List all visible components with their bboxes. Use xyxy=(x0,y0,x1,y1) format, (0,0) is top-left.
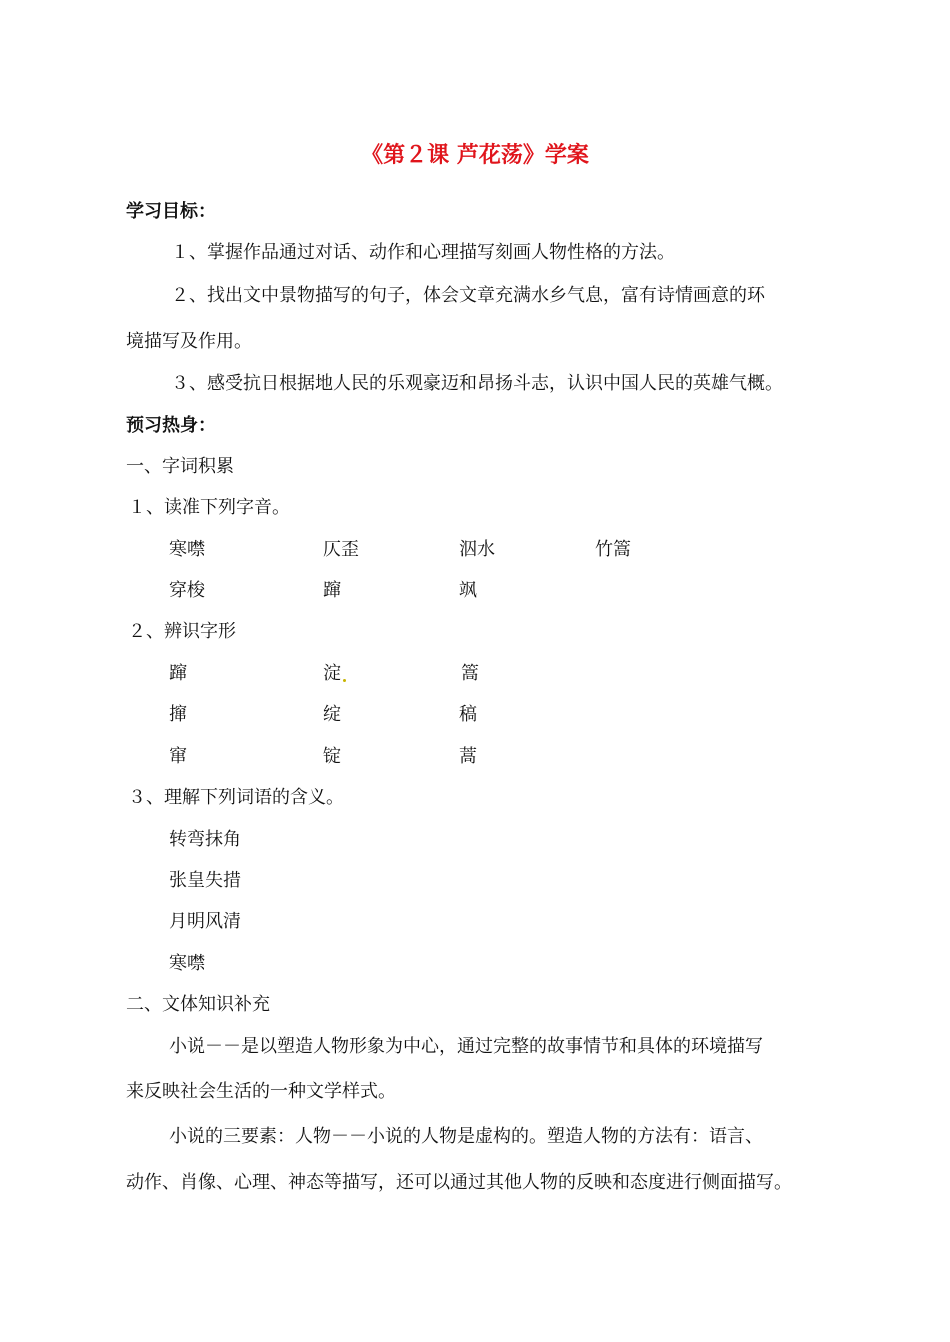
novel-definition-line-2: 来反映社会生活的一种文学样式。 xyxy=(126,1081,396,1102)
pronunciation-word: 竹篙 xyxy=(595,539,631,560)
novel-definition-line-1: 小说－－是以塑造人物形象为中心，通过完整的故事情节和具体的环境描写 xyxy=(169,1036,763,1057)
question-2-label: ２、辨识字形 xyxy=(128,621,236,642)
goal-item-2-line-2: 境描写及作用。 xyxy=(126,331,252,352)
part-1-heading: 一、字词积累 xyxy=(126,456,234,477)
question-3-label: ３、理解下列词语的含义。 xyxy=(128,787,344,808)
pronunciation-word: 飒 xyxy=(459,580,477,601)
pronunciation-word: 仄歪 xyxy=(323,539,359,560)
character-form: 篙 xyxy=(461,663,479,684)
document-title: 《第２课 芦花荡》学案 xyxy=(361,143,589,168)
pronunciation-word: 穿梭 xyxy=(169,580,205,601)
goal-item-1: １、掌握作品通过对话、动作和心理描写刻画人物性格的方法。 xyxy=(171,242,675,263)
goal-item-3: ３、感受抗日根据地人民的乐观豪迈和昂扬斗志，认识中国人民的英雄气概。 xyxy=(171,373,783,394)
character-form: 窜 xyxy=(169,746,187,767)
novel-elements-line-1: 小说的三要素：人物－－小说的人物是虚构的。塑造人物的方法有：语言、 xyxy=(169,1126,763,1147)
part-2-heading: 二、文体知识补充 xyxy=(126,994,270,1015)
vocabulary-term: 转弯抹角 xyxy=(169,829,241,850)
character-form: 淀 xyxy=(323,663,341,684)
character-form: 蹿 xyxy=(169,663,187,684)
pronunciation-word: 蹿 xyxy=(323,580,341,601)
vocabulary-term: 月明风清 xyxy=(169,911,241,932)
vocabulary-term: 张皇失措 xyxy=(169,870,241,891)
pronunciation-word: 泅水 xyxy=(459,539,495,560)
goals-heading: 学习目标： xyxy=(126,201,216,222)
question-1-label: １、读准下列字音。 xyxy=(128,497,290,518)
preview-heading: 预习热身： xyxy=(126,415,216,436)
character-form: 锭 xyxy=(323,746,341,767)
goal-item-2-line-1: ２、找出文中景物描写的句子，体会文章充满水乡气息，富有诗情画意的环 xyxy=(171,285,765,306)
character-form: 绽 xyxy=(323,704,341,725)
annotation-dot xyxy=(343,679,346,682)
novel-elements-line-2: 动作、肖像、心理、神态等描写，还可以通过其他人物的反映和态度进行侧面描写。 xyxy=(126,1172,792,1193)
character-form: 撺 xyxy=(169,704,187,725)
pronunciation-word: 寒噤 xyxy=(169,539,205,560)
character-form: 蒿 xyxy=(459,746,477,767)
character-form: 稿 xyxy=(459,704,477,725)
vocabulary-term: 寒噤 xyxy=(169,953,205,974)
